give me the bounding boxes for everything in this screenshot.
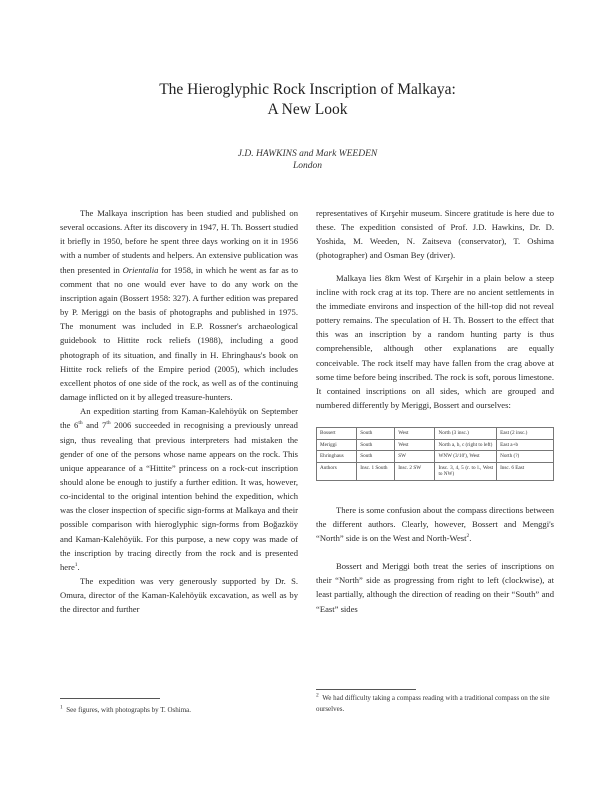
table-cell: North a, b, c (right to left) (435, 439, 497, 451)
title-line-1: The Hieroglyphic Rock Inscription of Malkaya: (159, 81, 456, 98)
footnote-number: 1 (60, 704, 63, 711)
paper-title (0, 80, 615, 120)
paragraph: The expedition was very generously supported by Dr. S. Omura, director of the Kaman-Kalehöyük excavation, as well as by the director and further (60, 576, 298, 615)
left-column (60, 206, 298, 617)
footnote-ref[interactable]: 2 (466, 533, 470, 540)
author-names: J.D. HAWKINS and Mark WEEDEN (237, 149, 378, 159)
direction-table (316, 427, 554, 481)
title-line-2: A New Look (267, 101, 348, 118)
table-cell: East (2 insc.) (497, 428, 554, 440)
table-cell: West (395, 428, 435, 440)
table-row (317, 428, 554, 440)
table-cell: SW (395, 451, 435, 463)
table-cell: South (357, 439, 395, 451)
footnote: $^1$ See figures, with photographs by T. Oshima. (60, 704, 192, 714)
paragraph: Malkaya lies 8km West of Kırşehir in a plain below a steep incline with rock crag at its top. There are no ancient settlements in the immediate environs and inspection of the hill-top did not reveal pottery remains. The speculation of H. Th. Bossert to the effect that this was an inscription by a random hunting party is thus comprehensible, although other explanations are equally conceivable. The rock itself may have fallen from the crag above at some time before being inscribed. The rock is soft, porous limestone. It contained inscriptions on all sides, which are grouped and numbered differently by Meriggi, Bossert and ourselves: (316, 272, 554, 411)
footnote-number: 2 (316, 692, 319, 699)
paragraph: An expedition starting from Kaman-Kalehöyük on September the 6th and 7th 2006 succeeded in recognising a previously unread sign, thus revealing that previous interpreters had mistaken the gender of one of the persons whose name appears on the rock. This unique appearance of a “Hittite” princess on a rock-cut inscription should alone be enough to justify a further edition. It was, however, co-incidental to the original intention behind the expedition, which was the closer inspection of specific sign-forms at Malkaya and their possible comparison with hieroglyphic sign-forms from Boğazköy and Kaman-Kalehöyük. For this purpose, a new copy was made of the inscription by tracing directly from the rock and is presented here$^1$. (60, 406, 298, 572)
table-cell: Ehringhaus (317, 451, 357, 463)
table-row (317, 462, 554, 480)
table-cell: Authors (317, 462, 357, 480)
table-cell: East a+b (497, 439, 554, 451)
table-cell: South (357, 451, 395, 463)
paragraph: The Malkaya inscription has been studied and published on several occasions. After its discovery in 1947, H. Th. Bossert studied it briefly in 1950, before he spent three days working on it in 1956 with a number of students and helpers. An extensive publication was then presented in Orientalia for 1958, in which he went as far as to comment that no one would ever have to do any work on the inscription again (Bossert 1958: 327). A further edition was prepared by P. Meriggi on the basis of photographs and published in 1975. The monument was included in E.P. Rossner's archaeological guidebook to Hittite rock reliefs (1988), including a good photograph of its situation, and finally in H. Ehringhaus's book on Hittite rock reliefs of the Empire period (2005), which includes excellent photos of one side of the rock, as well as of the continuing damage inflicted on it by alleged treasure-hunters. (60, 208, 298, 403)
footnote-ref[interactable]: 1 (74, 562, 78, 569)
table-cell: North (3 insc.) (435, 428, 497, 440)
paragraph: Bossert and Meriggi both treat the series of inscriptions on their “North” side as progressing from right to left (clockwise), at least partially, although the direction of reading on their “South” and “East” sides (316, 561, 554, 614)
footnote-divider (316, 689, 416, 690)
author-block (0, 148, 615, 172)
footnote: $^2$ We had difficulty taking a compass reading with a traditional compass on the site ourselves. (316, 692, 550, 713)
paragraph: There is some confusion about the compass directions between the different authors. Clearly, however, Bossert and Menggi's “North” side is on the West and North-West$^2$. (316, 504, 554, 543)
journal-name: Orientalia (122, 264, 159, 275)
right-column (316, 206, 554, 616)
table-cell: South (357, 428, 395, 440)
table-cell: WNW (3/10'), West (435, 451, 497, 463)
author-affiliation: London (292, 161, 323, 171)
paragraph: representatives of Kırşehir museum. Sincere gratitude is here due to these. The expedition consisted of Prof. J.D. Hawkins, Dr. D. Yoshida, M. Weeden, N. Zaitseva (conservator), T. Oshima (photographer) and Osman Bey (driver). (316, 208, 554, 261)
footnote-divider (60, 698, 160, 699)
table-row (317, 439, 554, 451)
table-row (317, 451, 554, 463)
table-cell: Insc. 2 SW (395, 462, 435, 480)
table-cell: West (395, 439, 435, 451)
table-cell: North (?) (497, 451, 554, 463)
table-cell: Meriggi (317, 439, 357, 451)
table-cell: Insc. 6 East (497, 462, 554, 480)
table-cell: Insc. 1 South (357, 462, 395, 480)
table-cell: Bossert (317, 428, 357, 440)
table-cell: Insc. 3, 4, 5 (r. to l., West to NW) (435, 462, 497, 480)
